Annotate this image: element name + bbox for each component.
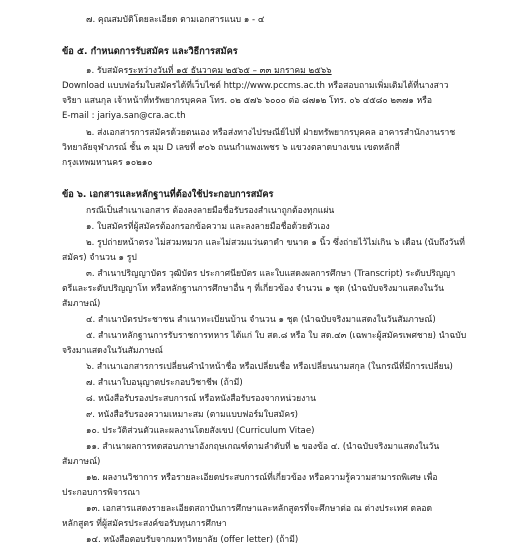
section-5-item-2-line-1: ๒. ส่งเอกสารการสมัครด้วยตนเอง หรือส่งทางไปรษณีย์ไปที่ ฝ่ายทรัพยากรบุคคล อาคารสำนักงานราช [86,128,456,138]
section-5-item-1-line-3: จริยา แสนกุล เจ้าหน้าที่ทรัพยากรบุคคล โทร. ๐๒ ๕๗๖ ๖๐๐๐ ต่อ ๘๗๑๒ โทร. ๐๖ ๔๕๘๐ ๒๓๗๑ หรือ [62,96,433,106]
document-line: ๗. สำเนาใบอนุญาตประกอบวิชาชีพ (ถ้ามี) [86,378,243,388]
section-6-heading: ข้อ ๖. เอกสารและหลักฐานที่ต้องใช้ประกอบการสมัคร [62,189,274,200]
document-line: ๖. สำเนาเอกสารการเปลี่ยนคำนำหน้าชื่อ หรือเปลี่ยนชื่อ หรือเปลี่ยนนามสกุล (ในกรณีที่มีการเปลี่ยน) [86,362,453,372]
document-line: ๑๓. เอกสารแสดงรายละเอียดสถาบันการศึกษาและหลักสูตรที่จะศึกษาต่อ ณ ต่างประเทศ ตลอด [86,504,433,514]
document-line: ๓. สำเนาปริญญาบัตร วุฒิบัตร ประกาศนียบัตร และใบแสดงผลการศึกษา (Transcript) ระดับปริญญา [86,269,456,279]
document-line: ๙. หนังสือรับรองความเหมาะสม (ตามแบบฟอร์มใบสมัคร) [86,410,299,420]
document-line: ๑๑. สำเนาผลการทดสอบภาษาอังกฤษเกณฑ์ตามลำดับที่ ๒ ของข้อ ๔. (นำฉบับจริงมาแสดงในวัน [86,442,440,452]
document-line: ๑๔. หนังสือตอบรับจากมหาวิทยาลัย (offer letter) (ถ้ามี) [86,535,299,545]
document-line: ๒. รูปถ่ายหน้าตรง ไม่สวมหมวก และไม่สวมแว่นตาดำ ขนาด ๑ นิ้ว ซึ่งถ่ายไว้ไม่เกิน ๖ เดือน (นับถึงวันที่ [86,238,465,248]
section-6-intro: กรณีเป็นสำเนาเอกสาร ต้องลงลายมือชื่อรับรองสำเนาถูกต้องทุกแผ่น [86,206,335,216]
document-line: สัมภาษณ์) [62,299,101,309]
requirements-item-7: ๗. คุณสมบัติโดยละเอียด ตามเอกสารแนบ ๑ - ๔ [86,15,265,25]
section-5-item-2-line-3: กรุงเทพมหานคร ๑๐๒๑๐ [62,158,153,168]
document-line: ตรีและระดับปริญญาโท หรือหลักฐานการศึกษาอื่น ๆ ที่เกี่ยวข้อง จำนวน ๑ ชุด (นำฉบับจริงมาแสดงในวัน [62,284,444,294]
document-line: ๕. สำเนาหลักฐานการรับราชการทหาร ได้แก่ ใบ สด.๘ หรือ ใบ สด.๔๓ (เฉพาะผู้สมัครเพศชาย) นำฉบับ [86,331,467,341]
section-5-item-1-email: E-mail : jariya.san@cra.ac.th [62,111,186,121]
section-5-item-2-line-2: วิทยาลัยจุฬาภรณ์ ชั้น ๓ มุม D เลขที่ ๙๐๖ ถนนกำแพงเพชร ๖ แขวงตลาดบางเขน เขตหลักสี่ [62,143,400,153]
section-5-heading: ข้อ ๕. กำหนดการรับสมัคร และวิธีการสมัคร [62,46,238,57]
document-line: จริงมาแสดงในวันสัมภาษณ์ [62,346,163,356]
document-line: หลักสูตร ที่ผู้สมัครประสงค์ขอรับทุนการศึกษา [62,519,227,529]
section-5-item-1-line-2: Download แบบฟอร์มใบสมัครได้ที่เว็บไซต์ http://www.pccms.ac.th หรือสอบถามเพิ่มเติมได้ที่นางสาว [62,81,449,91]
application-period: ระหว่างวันที่ ๑๕ ธันวาคม ๒๕๖๕ – ๓๓ มกราคม ๒๕๖๖ [128,66,332,76]
document-line: ประกอบการพิจารณา [62,488,141,498]
document-line: ๘. หนังสือรับรองประสบการณ์ หรือหนังสือรับรองจากหน่วยงาน [86,394,317,404]
item-1-prefix: ๑. รับสมัคร [86,66,129,76]
document-line: ๑๐. ประวัติส่วนตัวและผลงานโดยสังเขป (Curriculum Vitae) [86,426,315,436]
document-line: ๑๒. ผลงานวิชาการ หรือรายละเอียดประสบการณ์ที่เกี่ยวข้อง หรือความรู้ความสามารถพิเศษ เพื่อ [86,473,438,483]
document-line: สัมภาษณ์) [62,457,101,467]
document-line: ๔. สำเนาบัตรประชาชน สำเนาทะเบียนบ้าน จำนวน ๑ ชุด (นำฉบับจริงมาแสดงในวันสัมภาษณ์) [86,315,436,325]
section-5-item-1-line-1 [86,65,332,77]
document-line: ๑. ใบสมัครที่ผู้สมัครต้องกรอกข้อความ และลงลายมือชื่อด้วยตัวเอง [86,222,330,232]
document-line: สมัคร) จำนวน ๑ รูป [62,253,137,263]
